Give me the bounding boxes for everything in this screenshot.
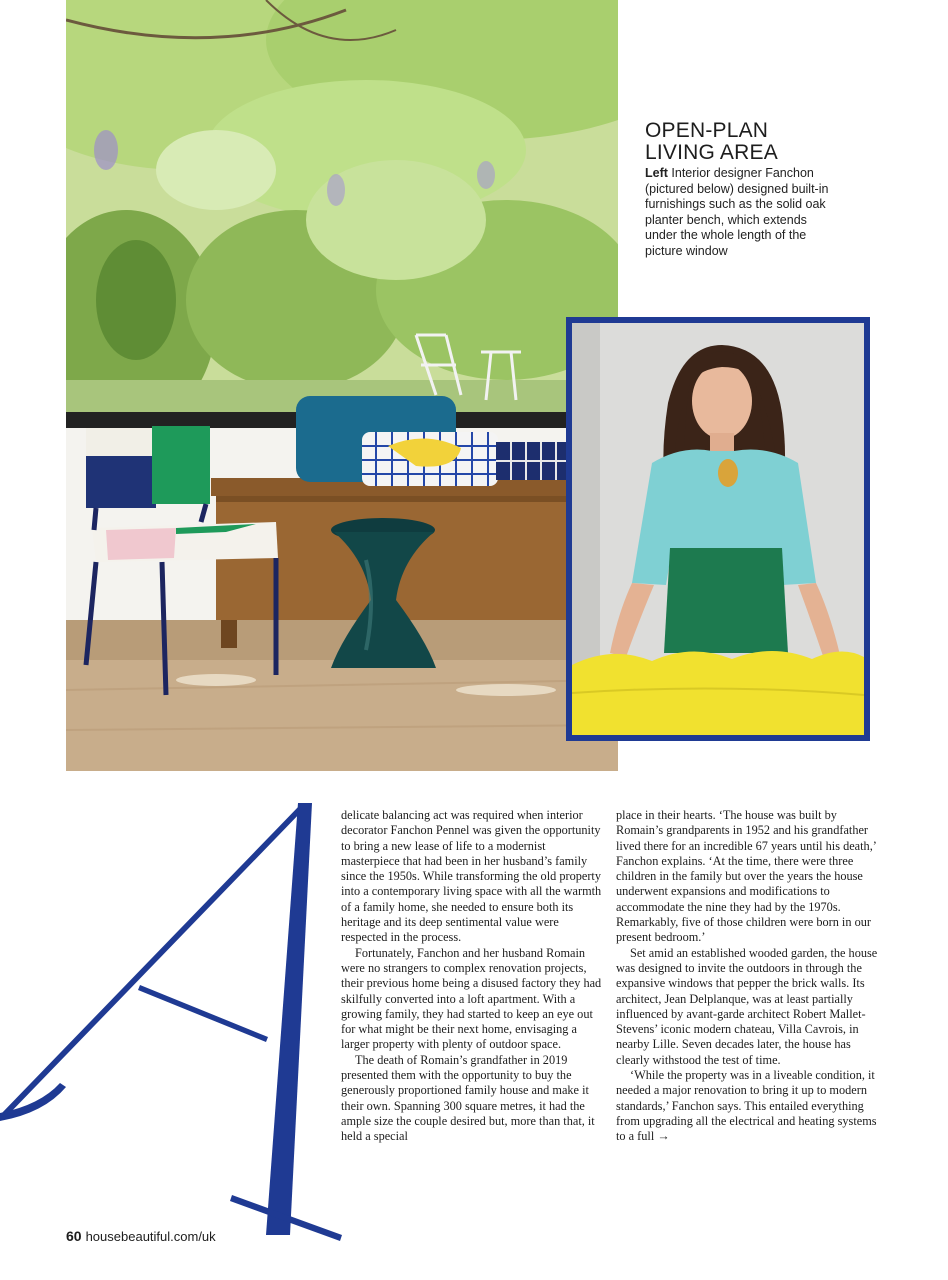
portrait-photo-frame [566, 317, 870, 741]
caption-lead: Left [645, 166, 668, 180]
article-column-2 [616, 808, 878, 1145]
main-photo-living-area [66, 0, 618, 771]
caption-body [645, 166, 835, 259]
paragraph: Fortunately, Fanchon and her husband Romain were no strangers to complex renovation projects, their previous home being a disused factory they had skilfully converted into a loft apartment. With a growing family, they had started to keep an eye out for what might be their next home, envisaging a larger property with plenty of outdoor space. [341, 945, 602, 1052]
paragraph: The death of Romain’s grandfather in 2019 presented them with the opportunity to buy the generously proportioned family house and make it their own. Spanning 300 square metres, it had the ample size the couple desired but, more than that, it held a special [341, 1052, 595, 1144]
drop-cap-letter-a [0, 795, 345, 1250]
portrait-photo-fanchon [572, 323, 864, 735]
caption-text: Interior designer Fanchon (pictured below) designed built-in furnishings such as the solid oak planter bench, which extends under the whole length of the picture window [645, 166, 829, 258]
website-url: housebeautiful.com/uk [85, 1229, 216, 1244]
paragraph: place in their hearts. ‘The house was built by Romain’s grandparents in 1952 and his grandfather lived there for an incredible 67 years until his death,’ Fanchon explains. ‘At the time, there were three children in the family but over the years the house underwent expansions and modifications to accommodate the nine they had by the 1970s. Remarkably, five of those children were born in our present bedroom.’ [616, 808, 876, 945]
photo-caption [645, 120, 845, 259]
page-footer [66, 1228, 216, 1244]
paragraph: Set amid an established wooded garden, the house was designed to invite the outdoors in through the expansive windows that pepper the brick walls. Its architect, Jean Delplanque, was at least partially influenced by avant-garde architect Robert Mallet-Stevens’ iconic modern chateau, Villa Cavrois, in nearby Lille. Seven decades later, the house has clearly withstood the test of time. [616, 945, 878, 1067]
caption-title: OPEN-PLAN LIVING AREA [645, 119, 778, 164]
article-column-1 [341, 808, 603, 1145]
page-number: 60 [66, 1228, 82, 1244]
paragraph: delicate balancing act was required when interior decorator Fanchon Pennel was given the opportunity to bring a new lease of life to a modernist masterpiece that had been in her husband’s family since the 1950s. While transforming the old property into a contemporary living space with all the warmth of a family home, she needed to ensure both its heritage and its deep sentimental value were respected in the process. [341, 808, 602, 945]
paragraph: ‘While the property was in a liveable condition, it needed a major renovation to bring it up to modern standards,’ Fanchon says. This entailed everything from upgrading all the electrical and heating systems to a full → [616, 1068, 877, 1144]
